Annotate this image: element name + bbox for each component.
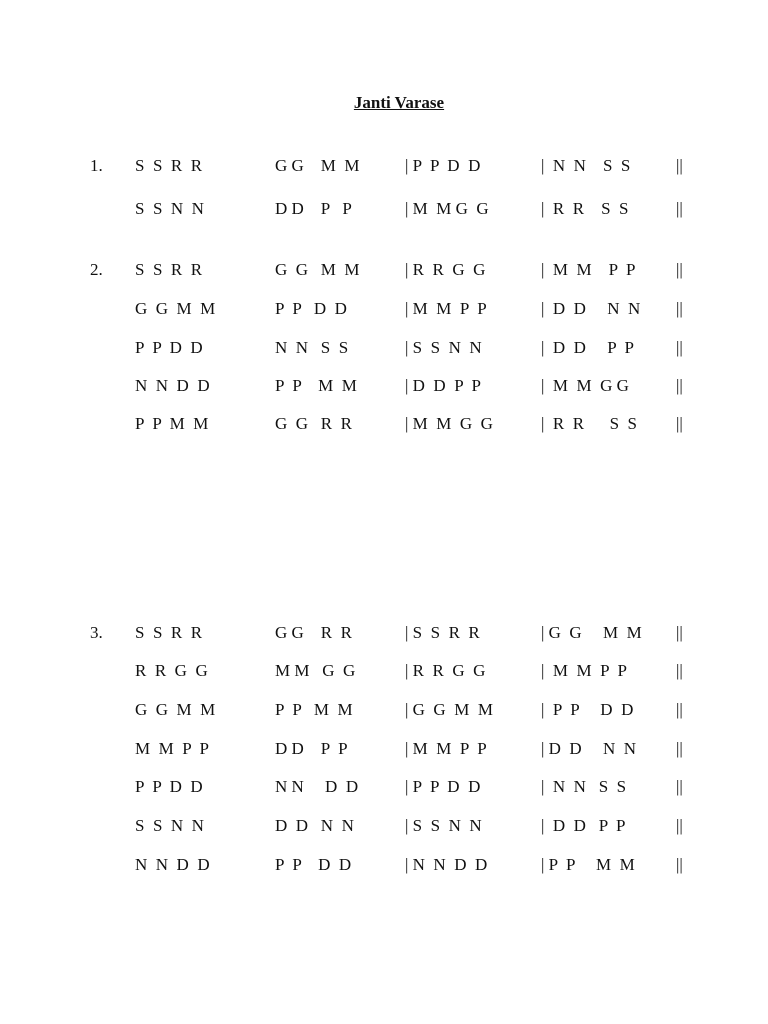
- line-end-bar: ||: [676, 299, 683, 318]
- beat-group-1: S S N N: [135, 199, 204, 218]
- beat-group-3: | M M P P: [405, 299, 487, 318]
- beat-group-2: P P D D: [275, 299, 347, 318]
- line-end-bar: ||: [676, 777, 683, 796]
- beat-group-3: | P P D D: [405, 777, 481, 796]
- beat-group-3: | M M P P: [405, 739, 487, 758]
- beat-group-3: | R R G G: [405, 260, 486, 279]
- exercise-3-line-5: [0, 777, 768, 799]
- exercise-number: 2.: [90, 260, 103, 279]
- beat-group-2: N N D D: [275, 777, 359, 796]
- exercise-3-line-2: [0, 661, 768, 683]
- beat-group-4: | P P M M: [541, 855, 635, 874]
- beat-group-2: G G M M: [275, 156, 360, 175]
- beat-group-1: S S R R: [135, 260, 203, 279]
- exercise-number: 1.: [90, 156, 103, 175]
- exercise-3-line-6: [0, 816, 768, 838]
- line-end-bar: ||: [676, 623, 683, 642]
- beat-group-4: | R R S S: [541, 414, 637, 433]
- beat-group-3: | D D P P: [405, 376, 481, 395]
- line-end-bar: ||: [676, 260, 683, 279]
- exercise-3-line-7: [0, 855, 768, 877]
- beat-group-4: | M M G G: [541, 376, 629, 395]
- beat-group-2: D D N N: [275, 816, 354, 835]
- line-end-bar: ||: [676, 700, 683, 719]
- line-end-bar: ||: [676, 414, 683, 433]
- beat-group-1: G G M M: [135, 299, 216, 318]
- beat-group-1: M M P P: [135, 739, 210, 758]
- beat-group-2: G G R R: [275, 414, 352, 433]
- exercise-1-line-2: [0, 199, 768, 221]
- beat-group-1: S S R R: [135, 623, 203, 642]
- exercise-3-line-3: [0, 700, 768, 722]
- beat-group-1: N N D D: [135, 376, 210, 395]
- beat-group-2: G G M M: [275, 260, 360, 279]
- beat-group-3: | G G M M: [405, 700, 493, 719]
- beat-group-4: | D D N N: [541, 739, 637, 758]
- beat-group-1: P P M M: [135, 414, 209, 433]
- beat-group-4: | P P D D: [541, 700, 634, 719]
- beat-group-2: N N S S: [275, 338, 349, 357]
- exercise-3-line-4: [0, 739, 768, 761]
- beat-group-3: | M M G G: [405, 199, 489, 218]
- beat-group-1: G G M M: [135, 700, 216, 719]
- exercise-2-line-5: [0, 414, 768, 436]
- line-end-bar: ||: [676, 855, 683, 874]
- beat-group-3: | N N D D: [405, 855, 488, 874]
- beat-group-1: R R G G: [135, 661, 208, 680]
- line-end-bar: ||: [676, 376, 683, 395]
- line-end-bar: ||: [676, 199, 683, 218]
- exercise-2-line-4: [0, 376, 768, 398]
- exercise-1-line-1: [0, 156, 768, 178]
- beat-group-3: | R R G G: [405, 661, 486, 680]
- beat-group-1: P P D D: [135, 777, 203, 796]
- beat-group-2: M M G G: [275, 661, 356, 680]
- beat-group-1: N N D D: [135, 855, 210, 874]
- beat-group-2: D D P P: [275, 739, 348, 758]
- beat-group-4: | D D N N: [541, 299, 641, 318]
- exercise-2-line-1: [0, 260, 768, 282]
- line-end-bar: ||: [676, 816, 683, 835]
- beat-group-4: | N N S S: [541, 156, 631, 175]
- beat-group-2: D D P P: [275, 199, 352, 218]
- beat-group-1: P P D D: [135, 338, 203, 357]
- beat-group-4: | D D P P: [541, 816, 626, 835]
- beat-group-4: | R R S S: [541, 199, 629, 218]
- beat-group-2: P P M M: [275, 376, 357, 395]
- beat-group-2: G G R R: [275, 623, 352, 642]
- line-end-bar: ||: [676, 156, 683, 175]
- exercise-2-line-3: [0, 338, 768, 360]
- exercise-3-line-1: [0, 623, 768, 645]
- line-end-bar: ||: [676, 338, 683, 357]
- beat-group-1: S S N N: [135, 816, 204, 835]
- beat-group-1: S S R R: [135, 156, 203, 175]
- beat-group-4: | M M P P: [541, 260, 636, 279]
- exercise-number: 3.: [90, 623, 103, 642]
- beat-group-3: | M M G G: [405, 414, 493, 433]
- beat-group-2: P P M M: [275, 700, 353, 719]
- beat-group-3: | S S N N: [405, 338, 482, 357]
- beat-group-3: | S S N N: [405, 816, 482, 835]
- beat-group-4: | N N S S: [541, 777, 627, 796]
- beat-group-4: | D D P P: [541, 338, 634, 357]
- beat-group-4: | M M P P: [541, 661, 627, 680]
- beat-group-3: | P P D D: [405, 156, 481, 175]
- beat-group-3: | S S R R: [405, 623, 480, 642]
- page-title: Janti Varase: [353, 93, 445, 112]
- beat-group-4: | G G M M: [541, 623, 642, 642]
- exercise-2-line-2: [0, 299, 768, 321]
- line-end-bar: ||: [676, 739, 683, 758]
- line-end-bar: ||: [676, 661, 683, 680]
- beat-group-2: P P D D: [275, 855, 352, 874]
